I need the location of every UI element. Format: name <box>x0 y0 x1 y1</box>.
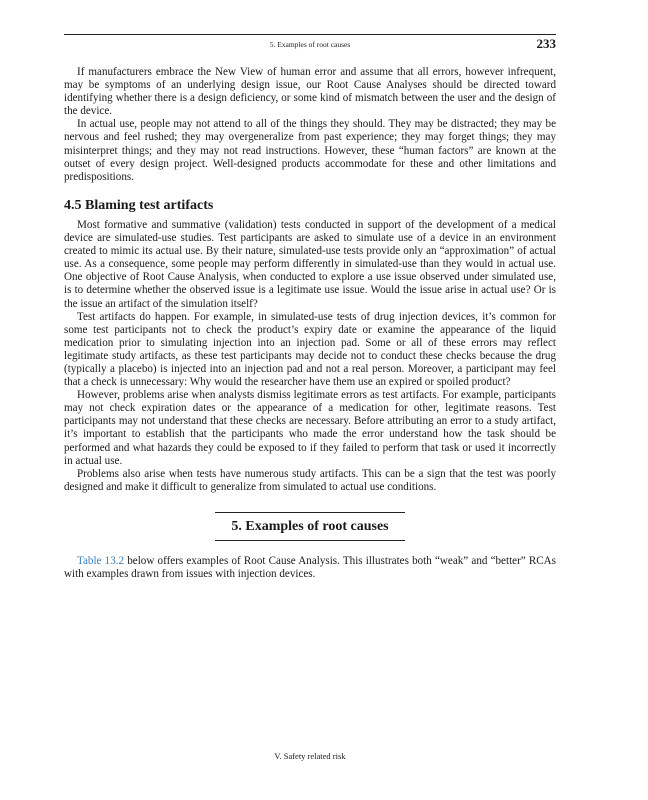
heading-rule <box>215 512 405 513</box>
page-content <box>64 66 556 581</box>
header-rule <box>64 34 556 35</box>
table-reference-link[interactable]: Table 13.2 <box>77 555 125 567</box>
body-paragraph: Most formative and summative (validation) tests conducted in support of the development of a medical device are simulated-use studies. Test participants are asked to simulate use of a device in an environment created to mimic its actual use. By their nature, simulated-use tests provide only an “approximation” of actual use. As a consequence, some people may perform differently in simulated-use than they would in actual use. One objective of Root Cause Analysis, when conducted to explore a use issue observed under simulated use, is to determine whether the observed issue is a legitimate use issue. Would the issue arise in actual use? Or is the issue an artifact of the simulation itself? <box>64 218 556 310</box>
body-paragraph: Problems also arise when tests have numerous study artifacts. This can be a sign that the test was poorly designed and make it difficult to generalize from simulated to actual use conditions. <box>64 467 556 493</box>
section-heading-5-text: 5. Examples of root causes <box>231 518 389 534</box>
page-number: 233 <box>536 36 556 51</box>
body-paragraph: However, problems arise when analysts dismiss legitimate errors as test artifacts. For example, participants may not check expiration dates or the appearance of a medication for other, legitimate reasons. Test participants may not understand that these checks are necessary. Before attributing an error to a study artifact, it’s important to establish that the participants who made the error understand how the task should be performed and what hazards they could be exposed to if they failed to perform that task or used it incorrectly in actual use. <box>64 389 556 467</box>
running-head: 5. Examples of root causes <box>269 40 351 49</box>
running-footer: V. Safety related risk <box>274 751 346 761</box>
body-paragraph <box>64 555 556 581</box>
body-paragraph: Test artifacts do happen. For example, in simulated-use tests of drug injection devices, it’s common for some test participants not to check the product’s expiry date or examine the appearance of the liquid medication prior to simulating injection into an injection pad. Some or all of these errors may reflect legitimate study artifacts, as these test participants may decide not to conduct these checks because the drug (typically a placebo) is injected into an injection pad and not a real person. Moreover, a participant may feel that a check is unnecessary: Why would the researcher have them use an expired or spoiled product? <box>64 310 556 389</box>
body-paragraph: In actual use, people may not attend to all of the things they should. They may be distracted; they may be nervous and feel rushed; they may overgeneralize from past experience; they may forget things; they may misinterpret things; and they may not read instructions. However, these “human factors” are known at the outset of every design project. Well-designed products accommodate for these and other limitations and predispositions. <box>64 118 556 183</box>
section-heading-5 <box>64 512 556 541</box>
paragraph-text: below offers examples of Root Cause Analysis. This illustrates both “weak” and “better” RCAs with examples drawn from issues with injection devices. <box>64 555 556 581</box>
heading-rule <box>215 540 405 541</box>
body-paragraph: If manufacturers embrace the New View of human error and assume that all errors, however infrequent, may be symptoms of an underlying design issue, our Root Cause Analyses should be directed toward identifying whether there is a design deficiency, or some kind of mismatch between the user and the design of the device. <box>64 66 556 118</box>
section-heading-4-5: 4.5 Blaming test artifacts <box>64 197 214 213</box>
